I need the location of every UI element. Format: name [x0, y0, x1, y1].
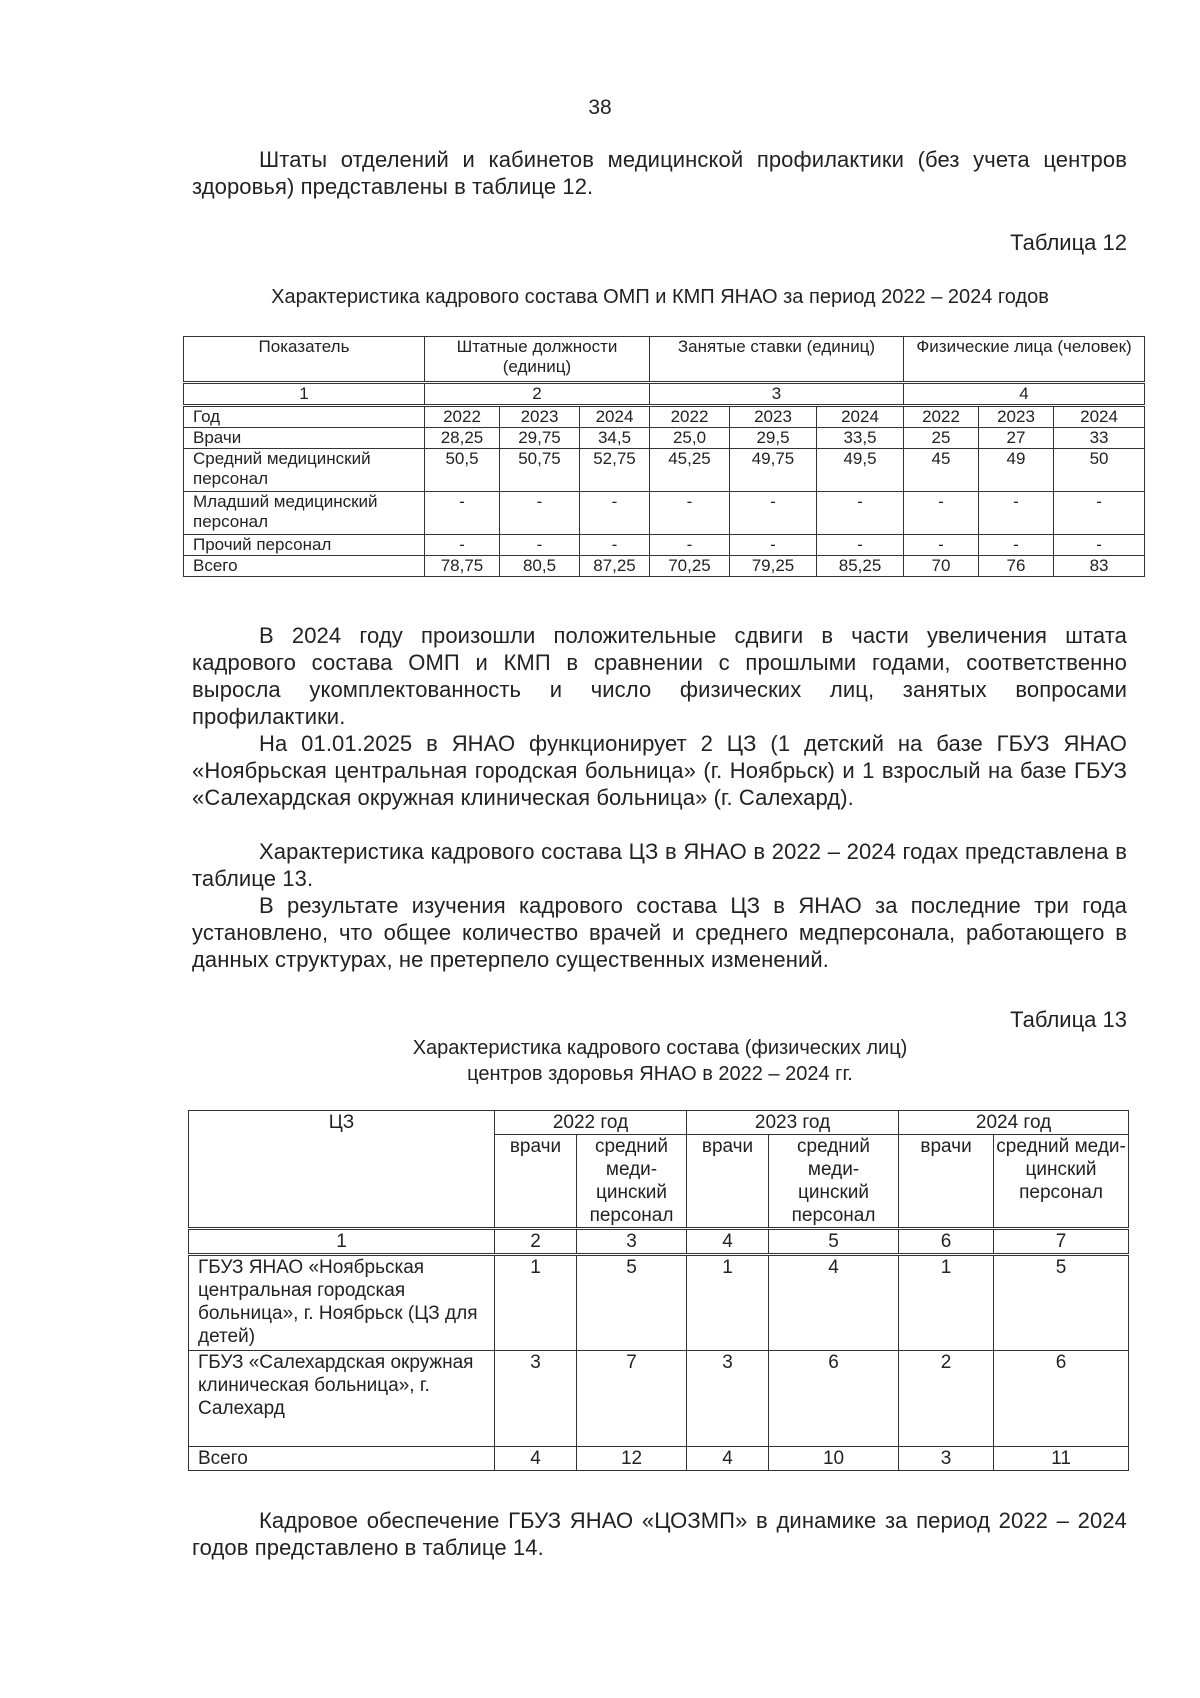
row-label: Всего — [184, 556, 425, 577]
table-row — [184, 428, 1145, 449]
table-cell: 45 — [904, 449, 979, 492]
table-cell: 49,75 — [730, 449, 817, 492]
paragraph-2: На 01.01.2025 в ЯНАО функционирует 2 ЦЗ (1 детский на базе ГБУЗ ЯНАО «Ноябрьская центральная городская больница» (г. Ноябрьск) и 1 взрослый на базе ГБУЗ «Салехардская окружная клиническая больница» (г. Салехард). — [192, 731, 1127, 810]
year-cell: 2023 — [979, 406, 1054, 428]
table-cell: 25 — [904, 428, 979, 449]
table-cell: 27 — [979, 428, 1054, 449]
column-number: 6 — [899, 1229, 994, 1255]
table-cell: 87,25 — [580, 556, 650, 577]
year-cell: 2024 — [580, 406, 650, 428]
paragraph-4: В результате изучения кадрового состава ЦЗ в ЯНАО за последние три года установлено, что общее количество врачей и среднего медперсонала, работающего в данных структурах, не претерпело существенных изменений. — [192, 893, 1127, 972]
table-cell: 70,25 — [650, 556, 730, 577]
table-cell: 3 — [899, 1447, 994, 1471]
table-cell: 28,25 — [425, 428, 500, 449]
header-doctors: врачи — [687, 1135, 769, 1229]
row-label: Врачи — [184, 428, 425, 449]
table-cell: - — [904, 492, 979, 535]
table12-label: Таблица 12 — [1010, 230, 1127, 255]
table-cell: - — [1054, 535, 1145, 556]
year-cell: 2022 — [650, 406, 730, 428]
header-nurses: средний меди- цинский персонал — [769, 1135, 899, 1229]
year-cell: 2024 — [1054, 406, 1145, 428]
year-cell: 2022 — [425, 406, 500, 428]
table-cell: 80,5 — [500, 556, 580, 577]
table13-caption-line2: центров здоровья ЯНАО в 2022 – 2024 гг. — [467, 1063, 853, 1085]
table-cell: 83 — [1054, 556, 1145, 577]
table-cell: 33,5 — [817, 428, 904, 449]
table-cell: 78,75 — [425, 556, 500, 577]
table-row — [184, 492, 1145, 535]
table-cell: 25,0 — [650, 428, 730, 449]
table-cell: 52,75 — [580, 449, 650, 492]
row-label: Средний медицинский персонал — [184, 449, 425, 492]
table-cell: 6 — [994, 1351, 1129, 1447]
table-cell: 1 — [495, 1255, 577, 1351]
table-cell: 3 — [495, 1351, 577, 1447]
column-number: 5 — [769, 1229, 899, 1255]
table-cell: 50,5 — [425, 449, 500, 492]
table-cell: 29,5 — [730, 428, 817, 449]
final-paragraph: Кадровое обеспечение ГБУЗ ЯНАО «ЦОЗМП» в динамике за период 2022 – 2024 годов представлено в таблице 14. — [192, 1508, 1127, 1560]
table12-header-row — [184, 337, 1145, 383]
table-cell: 1 — [687, 1255, 769, 1351]
table-cell: 4 — [495, 1447, 577, 1471]
table-row — [189, 1351, 1129, 1447]
table13-caption-line1: Характеристика кадрового состава (физических лиц) — [412, 1037, 908, 1059]
table-cell: 2 — [899, 1351, 994, 1447]
table-cell: 45,25 — [650, 449, 730, 492]
year-cell: 2022 — [904, 406, 979, 428]
header-cz: ЦЗ — [189, 1111, 495, 1229]
row-label: Прочий персонал — [184, 535, 425, 556]
table-cell: - — [580, 535, 650, 556]
column-number: 7 — [994, 1229, 1129, 1255]
table13-label: Таблица 13 — [1010, 1007, 1127, 1032]
table-cell: - — [979, 492, 1054, 535]
table-cell: 1 — [899, 1255, 994, 1351]
table-cell: - — [730, 535, 817, 556]
table-cell: 10 — [769, 1447, 899, 1471]
column-number: 4 — [904, 383, 1145, 406]
row-label: ГБУЗ «Салехардская окружная клиническая больница», г. Салехард — [189, 1351, 495, 1447]
header-nurses: средний меди- цинский персонал — [577, 1135, 687, 1229]
column-number: 1 — [189, 1229, 495, 1255]
header-occupied-rates: Занятые ставки (единиц) — [650, 337, 904, 383]
paragraph-3: Характеристика кадрового состава ЦЗ в ЯНАО в 2022 – 2024 годах представлена в таблице 13. — [192, 839, 1127, 891]
header-physical-persons: Физические лица (человек) — [904, 337, 1145, 383]
table-cell: - — [500, 535, 580, 556]
table-cell: - — [580, 492, 650, 535]
row-label: ГБУЗ ЯНАО «Ноябрьская центральная городская больница», г. Ноябрьск (ЦЗ для детей) — [189, 1255, 495, 1351]
table-cell: 4 — [769, 1255, 899, 1351]
table-cell: - — [904, 535, 979, 556]
table-cell: 5 — [577, 1255, 687, 1351]
table-cell: - — [500, 492, 580, 535]
column-number: 2 — [495, 1229, 577, 1255]
intro-paragraph: Штаты отделений и кабинетов медицинской профилактики (без учета центров здоровья) представлены в таблице 12. — [192, 147, 1127, 199]
table-cell: 12 — [577, 1447, 687, 1471]
table12-caption: Характеристика кадрового состава ОМП и КМП ЯНАО за период 2022 – 2024 годов — [271, 286, 1049, 308]
table13-header-row — [189, 1111, 1129, 1135]
table-cell: 33 — [1054, 428, 1145, 449]
table12-number-row — [184, 383, 1145, 406]
table-cell: - — [979, 535, 1054, 556]
column-number: 4 — [687, 1229, 769, 1255]
header-doctors: врачи — [899, 1135, 994, 1229]
table-cell: 76 — [979, 556, 1054, 577]
table-cell: 7 — [577, 1351, 687, 1447]
table-cell: 85,25 — [817, 556, 904, 577]
header-nurses: средний меди- цинский персонал — [994, 1135, 1129, 1229]
year-cell: 2023 — [730, 406, 817, 428]
header-doctors: врачи — [495, 1135, 577, 1229]
table-total-row — [184, 556, 1145, 577]
header-year: 2023 год — [687, 1111, 899, 1135]
table-cell: - — [1054, 492, 1145, 535]
header-indicator: Показатель — [184, 337, 425, 383]
column-number: 2 — [425, 383, 650, 406]
table-cell: - — [425, 535, 500, 556]
table12-year-row — [184, 406, 1145, 428]
table-cell: 70 — [904, 556, 979, 577]
table-cell: 4 — [687, 1447, 769, 1471]
column-number: 1 — [184, 383, 425, 406]
page-number: 38 — [588, 96, 612, 119]
table-cell: 50 — [1054, 449, 1145, 492]
table-cell: - — [817, 492, 904, 535]
table-cell: 34,5 — [580, 428, 650, 449]
column-number: 3 — [650, 383, 904, 406]
table-row — [184, 535, 1145, 556]
year-label: Год — [184, 406, 425, 428]
row-label: Младший медицинский персонал — [184, 492, 425, 535]
table-row — [184, 449, 1145, 492]
table-cell: - — [817, 535, 904, 556]
table-total-row — [189, 1447, 1129, 1471]
column-number: 3 — [577, 1229, 687, 1255]
table-cell: 3 — [687, 1351, 769, 1447]
header-year: 2022 год — [495, 1111, 687, 1135]
table-13 — [188, 1110, 1129, 1471]
table-cell: 5 — [994, 1255, 1129, 1351]
table-cell: 79,25 — [730, 556, 817, 577]
paragraph-1: В 2024 году произошли положительные сдвиги в части увеличения штата кадрового состава ОМП и КМП в сравнении с прошлыми годами, соответственно выросла укомплектованность и число физических лиц, занятых вопросами профилактики. — [192, 623, 1127, 729]
table-cell: 49 — [979, 449, 1054, 492]
table-cell: 50,75 — [500, 449, 580, 492]
table-cell: - — [650, 535, 730, 556]
table-cell: - — [425, 492, 500, 535]
table-cell: 49,5 — [817, 449, 904, 492]
header-year: 2024 год — [899, 1111, 1129, 1135]
table-cell: - — [730, 492, 817, 535]
row-label: Всего — [189, 1447, 495, 1471]
table-cell: - — [650, 492, 730, 535]
year-cell: 2024 — [817, 406, 904, 428]
header-staff-positions: Штатные должности (единиц) — [425, 337, 650, 383]
table-cell: 11 — [994, 1447, 1129, 1471]
table-row — [189, 1255, 1129, 1351]
table-cell: 29,75 — [500, 428, 580, 449]
year-cell: 2023 — [500, 406, 580, 428]
table13-number-row — [189, 1229, 1129, 1255]
table-12 — [183, 336, 1145, 577]
table-cell: 6 — [769, 1351, 899, 1447]
